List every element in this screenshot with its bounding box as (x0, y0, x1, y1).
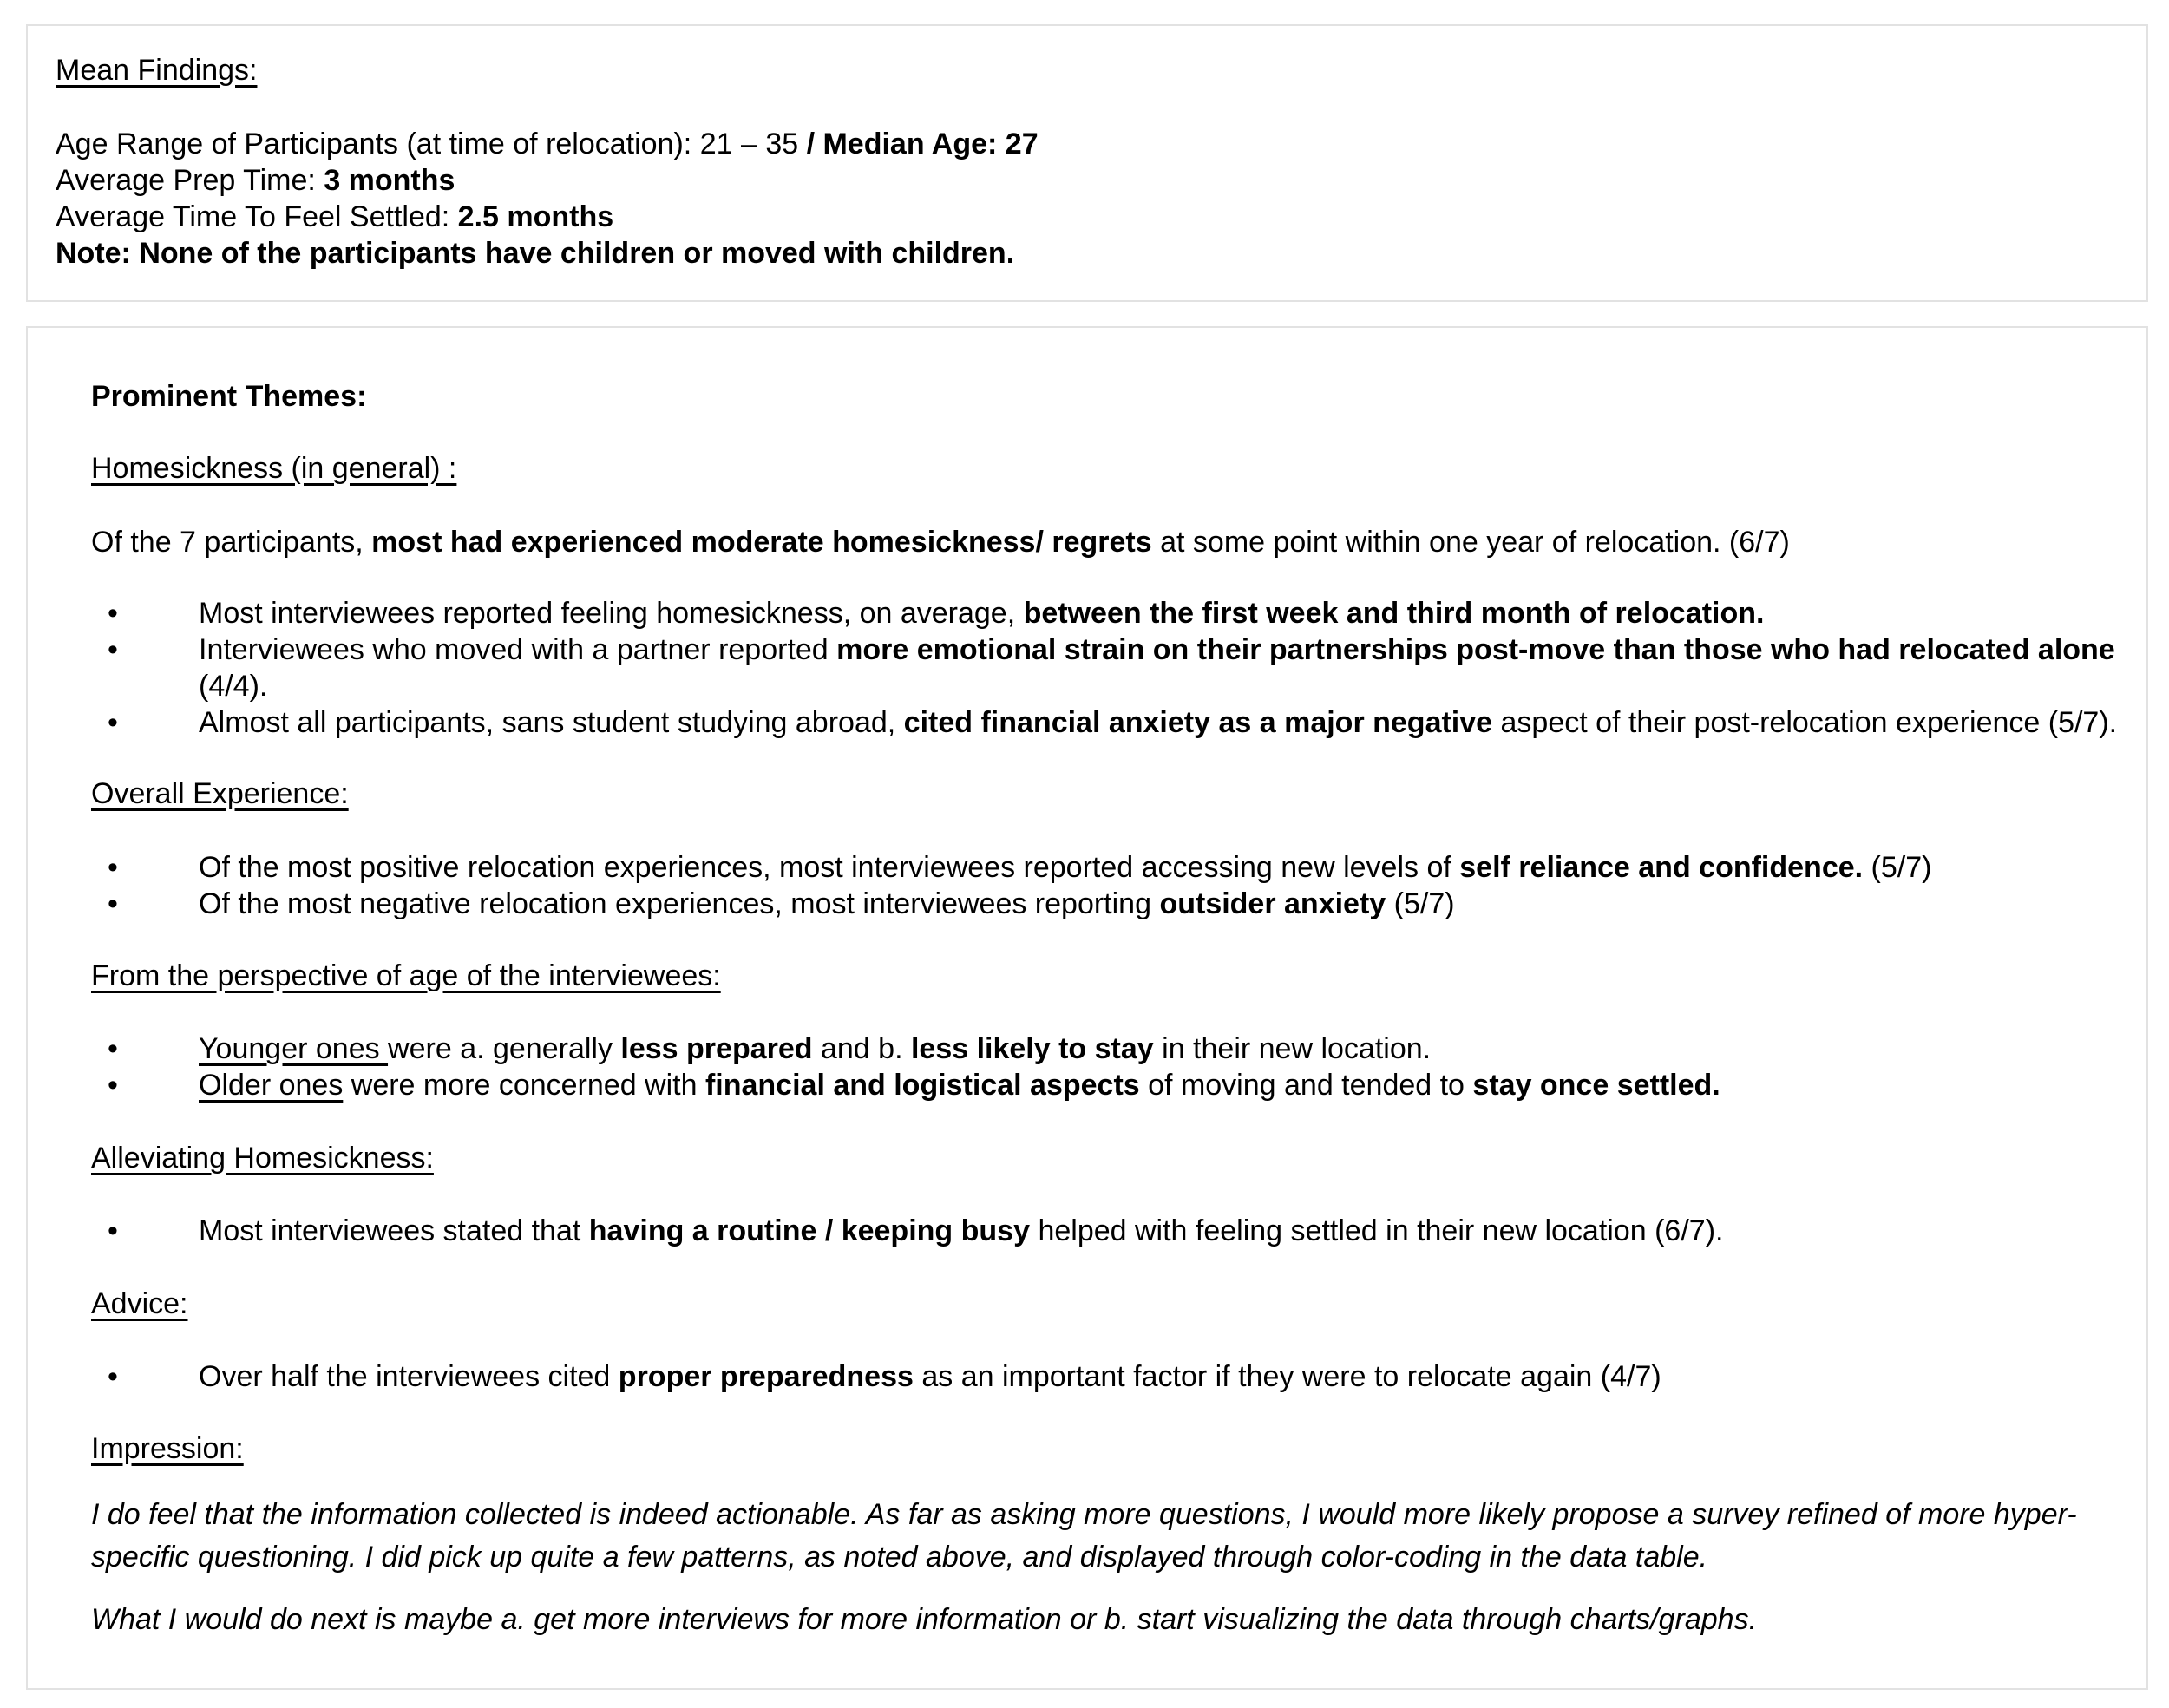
bullet-icon: • (108, 1360, 118, 1393)
homesickness-bullet-3: Almost all participants, sans student studying abroad, cited financial anxiety as a major negative aspect of their post-relocation experience (5/7). (199, 706, 2118, 739)
settled-time-label: Average Time To Feel Settled: (56, 200, 458, 233)
advice-bullet: Over half the interviewees cited proper preparedness as an important factor if they were to relocate again (4/7) (199, 1360, 1661, 1393)
children-note: Note: None of the participants have children or moved with children. (56, 237, 1015, 270)
bullet-icon: • (108, 597, 118, 630)
prep-time-line (56, 162, 1039, 199)
impression-paragraph-2: What I would do next is maybe a. get more interviews for more information or b. start visualizing the data through charts/graphs. (91, 1603, 1758, 1636)
bullet-icon: • (108, 633, 118, 666)
homesickness-intro: Of the 7 participants, most had experienced moderate homesickness/ regrets at some point within one year of relocation. (6/7) (91, 526, 1790, 559)
prep-time-label: Average Prep Time: (56, 164, 324, 197)
age-perspective-heading: From the perspective of age of the interviewees: (91, 959, 721, 992)
advice-heading: Advice: (91, 1287, 188, 1320)
bullet-icon: • (108, 1032, 118, 1065)
younger-ones-bullet: Younger ones were a. generally less prepared and b. less likely to stay in their new location. (199, 1032, 1432, 1065)
homesickness-bullet-1: Most interviewees reported feeling homesickness, on average, between the first week and third month of relocation. (199, 597, 1765, 630)
settled-time-value: 2.5 months (457, 200, 614, 233)
alleviating-bullet: Most interviewees stated that having a routine / keeping busy helped with feeling settled in their new location (6/7). (199, 1214, 1724, 1247)
impression-paragraph-1: I do feel that the information collected is indeed actionable. As far as asking more questions, I would more likely propose a survey refined of more hyper-specific questioning. I did pick up quite a few patterns, as noted above, and displayed through color-coding in the data table. (91, 1498, 2077, 1574)
age-range-label: Age Range of Participants (at time of relocation): 21 – 35 (56, 128, 807, 160)
age-range-line (56, 126, 1039, 162)
mean-findings-card (26, 24, 2148, 302)
homesickness-heading: Homesickness (in general) : (91, 452, 457, 485)
bullet-icon: • (108, 851, 118, 884)
overall-experience-heading: Overall Experience: (91, 777, 349, 810)
mean-findings-lines (56, 126, 1039, 272)
older-ones-bullet: Older ones were more concerned with financial and logistical aspects of moving and tended to stay once settled. (199, 1069, 1720, 1102)
median-age: / Median Age: 27 (806, 128, 1039, 160)
overall-bullet-2: Of the most negative relocation experiences, most interviewees reporting outsider anxiety (5/7) (199, 887, 1455, 920)
prominent-themes-title: Prominent Themes: (91, 380, 367, 413)
prominent-themes-card (26, 326, 2148, 1690)
prep-time-value: 3 months (324, 164, 455, 197)
alleviating-heading: Alleviating Homesickness: (91, 1142, 434, 1175)
impression-heading: Impression: (91, 1432, 244, 1465)
bullet-icon: • (108, 1069, 118, 1102)
homesickness-bullet-2: Interviewees who moved with a partner reported more emotional strain on their partnerships post-move than those who had relocated alone (4/4). (199, 633, 2115, 703)
bullet-icon: • (108, 887, 118, 920)
overall-bullet-1: Of the most positive relocation experiences, most interviewees reported accessing new levels of self reliance and confidence. (5/7) (199, 851, 1932, 884)
settled-time-line (56, 199, 1039, 235)
bullet-icon: • (108, 1214, 118, 1247)
mean-findings-title: Mean Findings: (56, 54, 258, 87)
bullet-icon: • (108, 706, 118, 739)
